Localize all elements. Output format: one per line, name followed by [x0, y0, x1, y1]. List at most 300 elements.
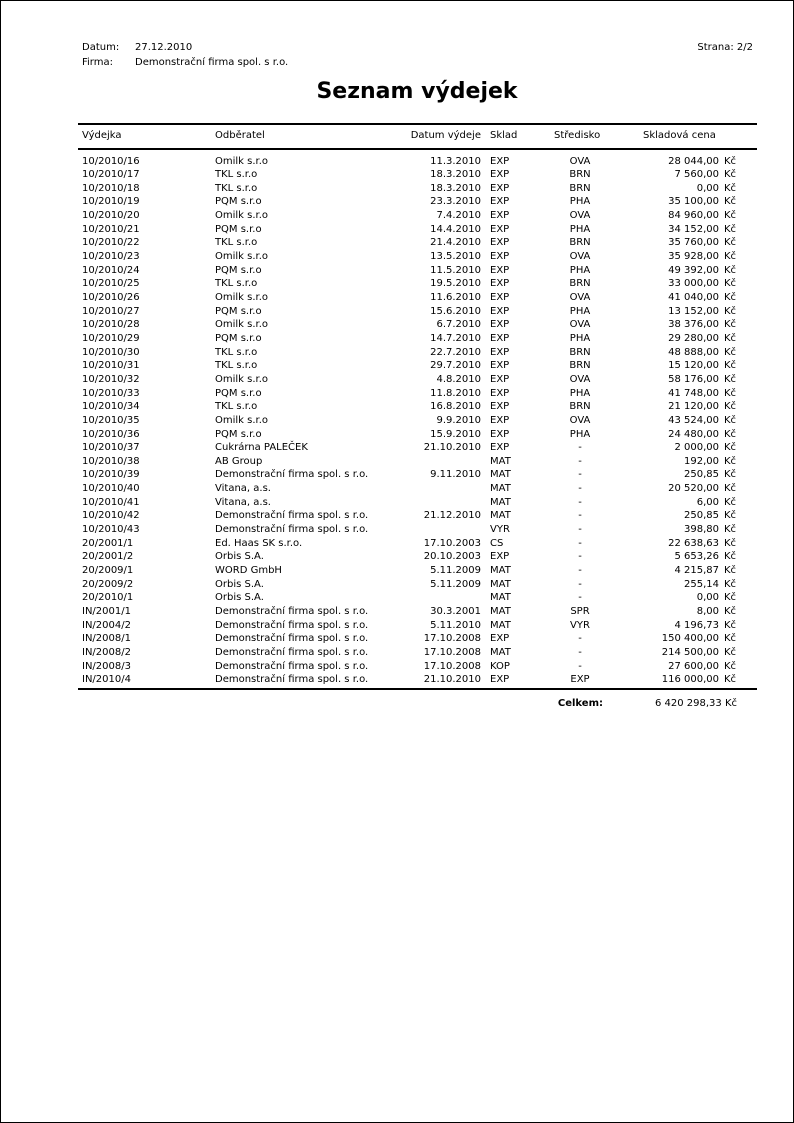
table-row [1, 578, 794, 592]
customer: TKL s.r.o [215, 182, 258, 194]
currency: Kč [724, 332, 737, 344]
col-header-number: Výdejka [82, 130, 122, 141]
currency: Kč [724, 483, 737, 495]
issue-number: 10/2010/18 [82, 182, 140, 194]
customer: Omilk s.r.o [215, 251, 269, 263]
issue-date: 19.5.2010 [430, 278, 481, 290]
customer: Orbis S.A. [215, 592, 264, 604]
customer: PQM s.r.o [215, 428, 262, 440]
stock-price: 21 120,00 [668, 401, 719, 413]
stock-price: 250,85 [684, 510, 719, 522]
table-row [1, 523, 794, 537]
currency: Kč [724, 551, 737, 563]
warehouse: MAT [490, 496, 511, 508]
warehouse: EXP [490, 401, 510, 413]
company-label: Firma: [82, 57, 113, 68]
customer: Demonstrační firma spol. s r.o. [215, 646, 369, 658]
warehouse: EXP [490, 264, 510, 276]
cost-center: - [578, 496, 582, 508]
stock-price: 38 376,00 [668, 319, 719, 331]
issue-date: 13.5.2010 [430, 251, 481, 263]
cost-center: - [578, 537, 582, 549]
issue-number: 10/2010/21 [82, 223, 140, 235]
cost-center: - [578, 551, 582, 563]
customer: TKL s.r.o [215, 346, 258, 358]
warehouse: EXP [490, 155, 510, 167]
currency: Kč [724, 646, 737, 658]
customer: Vitana, a.s. [215, 496, 271, 508]
currency: Kč [724, 387, 737, 399]
stock-price: 398,80 [684, 524, 719, 536]
currency: Kč [724, 373, 737, 385]
table-row [1, 155, 794, 169]
cost-center: PHA [569, 428, 591, 440]
customer: Demonstrační firma spol. s r.o. [215, 674, 369, 686]
warehouse: MAT [490, 455, 511, 467]
issue-date: 9.9.2010 [436, 414, 481, 426]
col-header-customer: Odběratel [215, 130, 265, 141]
issue-date: 17.10.2008 [423, 633, 481, 645]
issue-number: 10/2010/27 [82, 305, 140, 317]
currency: Kč [724, 169, 737, 181]
issue-date: 11.8.2010 [430, 387, 481, 399]
issue-date: 21.12.2010 [423, 510, 481, 522]
total-value: 6 420 298,33 Kč [654, 698, 737, 709]
stock-price: 20 520,00 [668, 483, 719, 495]
issue-number: 10/2010/32 [82, 373, 140, 385]
issue-number: 10/2010/19 [82, 196, 140, 208]
page-number: Strana: 2/2 [697, 42, 753, 53]
issue-number: 10/2010/37 [82, 442, 140, 454]
issue-date: 11.3.2010 [430, 155, 481, 167]
issue-number: 20/2009/2 [82, 578, 134, 590]
stock-price: 58 176,00 [668, 373, 719, 385]
warehouse: EXP [490, 169, 510, 181]
customer: Demonstrační firma spol. s r.o. [215, 633, 369, 645]
table-row [1, 496, 794, 510]
stock-price: 192,00 [684, 455, 719, 467]
warehouse: EXP [490, 319, 510, 331]
currency: Kč [724, 674, 737, 686]
cost-center: OVA [569, 155, 591, 167]
table-row [1, 387, 794, 401]
currency: Kč [724, 264, 737, 276]
cost-center: BRN [569, 401, 591, 413]
company-value: Demonstrační firma spol. s r.o. [135, 57, 289, 68]
issue-date: 6.7.2010 [436, 319, 481, 331]
cost-center: EXP [570, 674, 590, 686]
table-row [1, 359, 794, 373]
issue-date: 5.11.2010 [430, 619, 481, 631]
currency: Kč [724, 251, 737, 263]
cost-center: PHA [569, 387, 591, 399]
cost-center: BRN [569, 278, 591, 290]
issue-date: 18.3.2010 [430, 182, 481, 194]
customer: Omilk s.r.o [215, 373, 269, 385]
customer: TKL s.r.o [215, 401, 258, 413]
issue-date: 20.10.2003 [423, 551, 481, 563]
currency: Kč [724, 578, 737, 590]
customer: PQM s.r.o [215, 264, 262, 276]
cost-center: PHA [569, 305, 591, 317]
customer: Demonstrační firma spol. s r.o. [215, 660, 369, 672]
issue-number: 10/2010/20 [82, 210, 140, 222]
issue-number: 10/2010/42 [82, 510, 140, 522]
cost-center: BRN [569, 169, 591, 181]
cost-center: VYR [570, 619, 590, 631]
stock-price: 35 760,00 [668, 237, 719, 249]
table-row [1, 482, 794, 496]
table-row [1, 632, 794, 646]
stock-price: 34 152,00 [668, 223, 719, 235]
column-headers [1, 129, 794, 143]
issue-date: 29.7.2010 [430, 360, 481, 372]
table-row [1, 468, 794, 482]
warehouse: MAT [490, 510, 511, 522]
issue-date: 11.6.2010 [430, 292, 481, 303]
customer: Vitana, a.s. [215, 483, 271, 495]
issue-date: 14.7.2010 [430, 332, 481, 344]
currency: Kč [724, 537, 737, 549]
table-row [1, 305, 794, 319]
customer: PQM s.r.o [215, 223, 262, 235]
stock-price: 150 400,00 [661, 633, 719, 645]
total-label: Celkem: [557, 698, 603, 709]
table-row [1, 673, 794, 687]
customer: PQM s.r.o [215, 387, 262, 399]
table-row [1, 591, 794, 605]
issue-number: 10/2010/30 [82, 346, 140, 358]
cost-center: - [578, 483, 582, 495]
issue-number: 10/2010/36 [82, 428, 140, 440]
cost-center: OVA [569, 251, 591, 263]
issue-number: IN/2004/2 [82, 619, 131, 631]
header-top-rule [78, 123, 757, 125]
customer: Demonstrační firma spol. s r.o. [215, 619, 369, 631]
warehouse: EXP [490, 332, 510, 344]
cost-center: PHA [569, 332, 591, 344]
currency: Kč [724, 633, 737, 645]
stock-price: 48 888,00 [668, 346, 719, 358]
currency: Kč [724, 469, 737, 481]
cost-center: BRN [569, 182, 591, 194]
currency: Kč [724, 305, 737, 317]
table-row [1, 332, 794, 346]
stock-price: 41 040,00 [668, 292, 719, 303]
warehouse: EXP [490, 633, 510, 645]
table-row [1, 373, 794, 387]
col-header-date: Datum výdeje [410, 130, 481, 141]
warehouse: EXP [490, 237, 510, 249]
table-row [1, 250, 794, 264]
stock-price: 35 928,00 [668, 251, 719, 263]
table-row [1, 236, 794, 250]
cost-center: PHA [569, 223, 591, 235]
cost-center: - [578, 592, 582, 604]
customer: Demonstrační firma spol. s r.o. [215, 469, 369, 481]
cost-center: - [578, 455, 582, 467]
stock-price: 84 960,00 [668, 210, 719, 222]
cost-center: OVA [569, 292, 591, 303]
currency: Kč [724, 278, 737, 290]
issue-number: 10/2010/16 [82, 155, 140, 167]
currency: Kč [724, 223, 737, 235]
currency: Kč [724, 605, 737, 617]
table-row [1, 428, 794, 442]
table-row [1, 646, 794, 660]
issue-date: 21.10.2010 [423, 674, 481, 686]
cost-center: OVA [569, 414, 591, 426]
issue-number: 10/2010/29 [82, 332, 140, 344]
customer: TKL s.r.o [215, 237, 258, 249]
customer: TKL s.r.o [215, 169, 258, 181]
warehouse: EXP [490, 223, 510, 235]
issue-date: 14.4.2010 [430, 223, 481, 235]
currency: Kč [724, 565, 737, 576]
issue-date: 23.3.2010 [430, 196, 481, 208]
issue-number: 10/2010/26 [82, 292, 140, 303]
issue-number: IN/2001/1 [82, 605, 131, 617]
warehouse: MAT [490, 469, 511, 481]
warehouse: MAT [490, 592, 511, 604]
currency: Kč [724, 414, 737, 426]
stock-price: 29 280,00 [668, 332, 719, 344]
currency: Kč [724, 428, 737, 440]
cost-center: OVA [569, 210, 591, 222]
table-row [1, 509, 794, 523]
table-row [1, 195, 794, 209]
currency: Kč [724, 660, 737, 672]
warehouse: EXP [490, 387, 510, 399]
cost-center: - [578, 646, 582, 658]
cost-center: PHA [569, 264, 591, 276]
issue-number: IN/2008/1 [82, 633, 131, 645]
customer: Omilk s.r.o [215, 414, 269, 426]
warehouse: EXP [490, 292, 510, 303]
stock-price: 255,14 [684, 578, 719, 590]
issue-date: 17.10.2003 [423, 537, 481, 549]
stock-price: 2 000,00 [674, 442, 719, 454]
issue-number: 10/2010/43 [82, 524, 140, 536]
issue-date: 15.9.2010 [430, 428, 481, 440]
table-row [1, 182, 794, 196]
issue-date: 18.3.2010 [430, 169, 481, 181]
customer: Orbis S.A. [215, 578, 264, 590]
stock-price: 13 152,00 [668, 305, 719, 317]
cost-center: PHA [569, 196, 591, 208]
cost-center: - [578, 469, 582, 481]
cost-center: - [578, 510, 582, 522]
currency: Kč [724, 155, 737, 167]
col-header-center: Středisko [554, 130, 601, 141]
warehouse: EXP [490, 278, 510, 290]
issue-number: 10/2010/31 [82, 360, 140, 372]
stock-price: 5 653,26 [674, 551, 719, 563]
currency: Kč [724, 210, 737, 222]
table-row [1, 291, 794, 305]
currency: Kč [724, 196, 737, 208]
table-row [1, 277, 794, 291]
table-row [1, 168, 794, 182]
issue-number: 10/2010/28 [82, 319, 140, 331]
date-label: Datum: [82, 42, 120, 53]
warehouse: EXP [490, 674, 510, 686]
warehouse: MAT [490, 565, 511, 576]
cost-center: - [578, 633, 582, 645]
col-header-warehouse: Sklad [490, 130, 518, 141]
issue-number: 20/2001/2 [82, 551, 134, 563]
table-row [1, 441, 794, 455]
report-title: Seznam výdejek [316, 79, 518, 104]
customer: Demonstrační firma spol. s r.o. [215, 524, 369, 536]
issue-number: IN/2008/3 [82, 660, 131, 672]
customer: Orbis S.A. [215, 551, 264, 563]
issue-number: 10/2010/25 [82, 278, 140, 290]
stock-price: 27 600,00 [668, 660, 719, 672]
issue-number: 10/2010/41 [82, 496, 140, 508]
stock-price: 4 196,73 [674, 619, 719, 631]
stock-price: 0,00 [696, 592, 719, 604]
table-row [1, 537, 794, 551]
issue-number: 20/2009/1 [82, 565, 134, 576]
header-bottom-rule [78, 148, 757, 150]
customer: WORD GmbH [215, 565, 282, 576]
customer: Cukrárna PALEČEK [215, 442, 308, 454]
table-row [1, 264, 794, 278]
issue-number: 10/2010/17 [82, 169, 140, 181]
cost-center: BRN [569, 360, 591, 372]
warehouse: EXP [490, 373, 510, 385]
issue-date: 4.8.2010 [436, 373, 481, 385]
issue-date: 7.4.2010 [436, 210, 481, 222]
currency: Kč [724, 510, 737, 522]
warehouse: EXP [490, 551, 510, 563]
warehouse: EXP [490, 210, 510, 222]
col-header-price: Skladová cena [643, 130, 716, 141]
cost-center: OVA [569, 373, 591, 385]
table-row [1, 564, 794, 578]
customer: PQM s.r.o [215, 332, 262, 344]
warehouse: EXP [490, 182, 510, 194]
warehouse: KOP [490, 660, 510, 672]
customer: Ed. Haas SK s.r.o. [215, 537, 303, 549]
currency: Kč [724, 292, 737, 303]
warehouse: MAT [490, 483, 511, 495]
stock-price: 28 044,00 [668, 155, 719, 167]
customer: Omilk s.r.o [215, 319, 269, 331]
issue-number: 10/2010/40 [82, 483, 140, 495]
currency: Kč [724, 619, 737, 631]
warehouse: EXP [490, 305, 510, 317]
customer: Demonstrační firma spol. s r.o. [215, 510, 369, 522]
table-row [1, 619, 794, 633]
stock-price: 24 480,00 [668, 428, 719, 440]
issue-number: 10/2010/39 [82, 469, 140, 481]
currency: Kč [724, 524, 737, 536]
issue-date: 15.6.2010 [430, 305, 481, 317]
table-row [1, 605, 794, 619]
issue-date: 5.11.2009 [430, 565, 481, 576]
warehouse: EXP [490, 360, 510, 372]
issue-date: 22.7.2010 [430, 346, 481, 358]
customer: Demonstrační firma spol. s r.o. [215, 605, 369, 617]
customer: AB Group [215, 455, 263, 467]
stock-price: 7 560,00 [674, 169, 719, 181]
issue-number: IN/2010/4 [82, 674, 131, 686]
customer: TKL s.r.o [215, 278, 258, 290]
cost-center: - [578, 660, 582, 672]
stock-price: 4 215,87 [674, 565, 719, 576]
cost-center: BRN [569, 346, 591, 358]
currency: Kč [724, 442, 737, 454]
stock-price: 41 748,00 [668, 387, 719, 399]
currency: Kč [724, 592, 737, 604]
issue-number: 10/2010/23 [82, 251, 140, 263]
cost-center: - [578, 565, 582, 576]
warehouse: MAT [490, 619, 511, 631]
stock-price: 250,85 [684, 469, 719, 481]
table-row [1, 400, 794, 414]
issue-number: 10/2010/24 [82, 264, 140, 276]
stock-price: 35 100,00 [668, 196, 719, 208]
issue-number: 10/2010/35 [82, 414, 140, 426]
table-row [1, 346, 794, 360]
table-row [1, 550, 794, 564]
table-row [1, 414, 794, 428]
customer: PQM s.r.o [215, 196, 262, 208]
stock-price: 15 120,00 [668, 360, 719, 372]
issue-date: 11.5.2010 [430, 264, 481, 276]
issue-date: 21.4.2010 [430, 237, 481, 249]
warehouse: EXP [490, 442, 510, 454]
issue-number: 20/2001/1 [82, 537, 134, 549]
currency: Kč [724, 401, 737, 413]
table-row [1, 209, 794, 223]
warehouse: MAT [490, 646, 511, 658]
currency: Kč [724, 182, 737, 194]
currency: Kč [724, 237, 737, 249]
customer: TKL s.r.o [215, 360, 258, 372]
cost-center: BRN [569, 237, 591, 249]
warehouse: EXP [490, 414, 510, 426]
cost-center: - [578, 578, 582, 590]
issue-number: IN/2008/2 [82, 646, 131, 658]
issue-date: 16.8.2010 [430, 401, 481, 413]
warehouse: EXP [490, 251, 510, 263]
stock-price: 214 500,00 [661, 646, 719, 658]
issue-number: 20/2010/1 [82, 592, 134, 604]
cost-center: OVA [569, 319, 591, 331]
warehouse: MAT [490, 578, 511, 590]
currency: Kč [724, 360, 737, 372]
warehouse: VYR [490, 524, 510, 536]
customer: PQM s.r.o [215, 305, 262, 317]
table-row [1, 660, 794, 674]
customer: Omilk s.r.o [215, 292, 269, 303]
issue-date: 17.10.2008 [423, 646, 481, 658]
stock-price: 49 392,00 [668, 264, 719, 276]
customer: Omilk s.r.o [215, 155, 269, 167]
issue-number: 10/2010/34 [82, 401, 140, 413]
issue-date: 5.11.2009 [430, 578, 481, 590]
cost-center: SPR [570, 605, 590, 617]
table-row [1, 223, 794, 237]
warehouse: CS [490, 537, 504, 549]
stock-price: 6,00 [696, 496, 719, 508]
customer: Omilk s.r.o [215, 210, 269, 222]
currency: Kč [724, 319, 737, 331]
table-bottom-rule [78, 688, 757, 690]
